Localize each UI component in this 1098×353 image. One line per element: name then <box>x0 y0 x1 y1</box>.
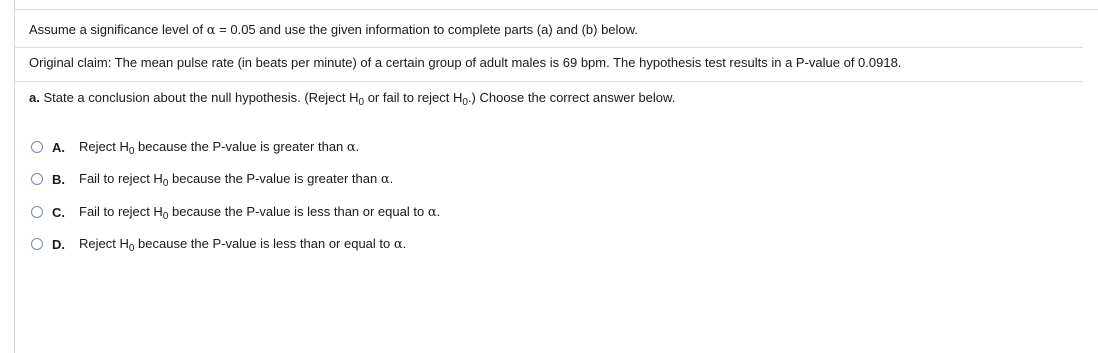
claim-text: Original claim: The mean pulse rate (in beats per minute) of a certain group of adult males is 69 bpm. The hypothesis test results in a P-value of 0.0918. <box>29 55 902 70</box>
intro-suffix: = 0.05 and use the given information to complete parts (a) and (b) below. <box>215 22 638 37</box>
option-text-part: Fail to reject H <box>79 204 163 219</box>
radio-button[interactable] <box>31 141 43 153</box>
alpha-symbol: α <box>380 172 390 187</box>
subscript: 0 <box>128 146 135 157</box>
option-text-part: Reject H <box>79 236 129 251</box>
alpha-symbol: α <box>393 237 403 252</box>
part-a-text: State a conclusion about the null hypothesis. (Reject H <box>39 90 359 105</box>
part-a-text: .) Choose the correct answer below. <box>467 90 676 105</box>
option-text-part: because the P-value is less than or equal to <box>168 204 428 219</box>
alpha-symbol: α <box>206 23 216 38</box>
option-text-part: . <box>402 236 407 251</box>
subscript: 0 <box>162 211 169 222</box>
option-text <box>79 204 440 220</box>
option-text <box>79 139 359 155</box>
top-divider <box>14 9 1098 10</box>
intro-text <box>29 22 638 39</box>
radio-button[interactable] <box>31 238 43 250</box>
alpha-symbol: α <box>346 140 356 155</box>
subscript: 0 <box>358 97 365 108</box>
subscript: 0 <box>128 243 135 254</box>
option-text-part: because the P-value is greater than <box>134 139 347 154</box>
option-a[interactable] <box>31 138 359 156</box>
option-c[interactable] <box>31 203 440 221</box>
divider <box>15 81 1083 82</box>
part-a-prompt <box>29 90 675 106</box>
option-text-part: because the P-value is less than or equal to <box>134 236 394 251</box>
subscript: 0 <box>162 178 169 189</box>
subscript: 0 <box>462 97 468 108</box>
part-a-text: or fail to reject H <box>364 90 463 105</box>
option-d[interactable] <box>31 235 406 253</box>
option-text <box>79 236 406 252</box>
option-text-part: because the P-value is greater than <box>168 171 381 186</box>
option-letter: C. <box>52 204 65 220</box>
option-letter: A. <box>52 139 65 155</box>
option-text-part: Reject H <box>79 139 129 154</box>
radio-button[interactable] <box>31 173 43 185</box>
option-text <box>79 171 393 187</box>
part-a-label: a. <box>29 90 40 105</box>
option-text-part: . <box>389 171 394 186</box>
option-text-part: Fail to reject H <box>79 171 163 186</box>
radio-button[interactable] <box>31 206 43 218</box>
intro-prefix: Assume a significance level of <box>29 22 207 37</box>
option-text-part: . <box>355 139 360 154</box>
alpha-symbol: α <box>427 205 437 220</box>
option-b[interactable] <box>31 170 393 188</box>
option-letter: B. <box>52 171 65 187</box>
divider <box>15 47 1083 48</box>
option-text-part: . <box>436 204 441 219</box>
option-letter: D. <box>52 236 65 252</box>
